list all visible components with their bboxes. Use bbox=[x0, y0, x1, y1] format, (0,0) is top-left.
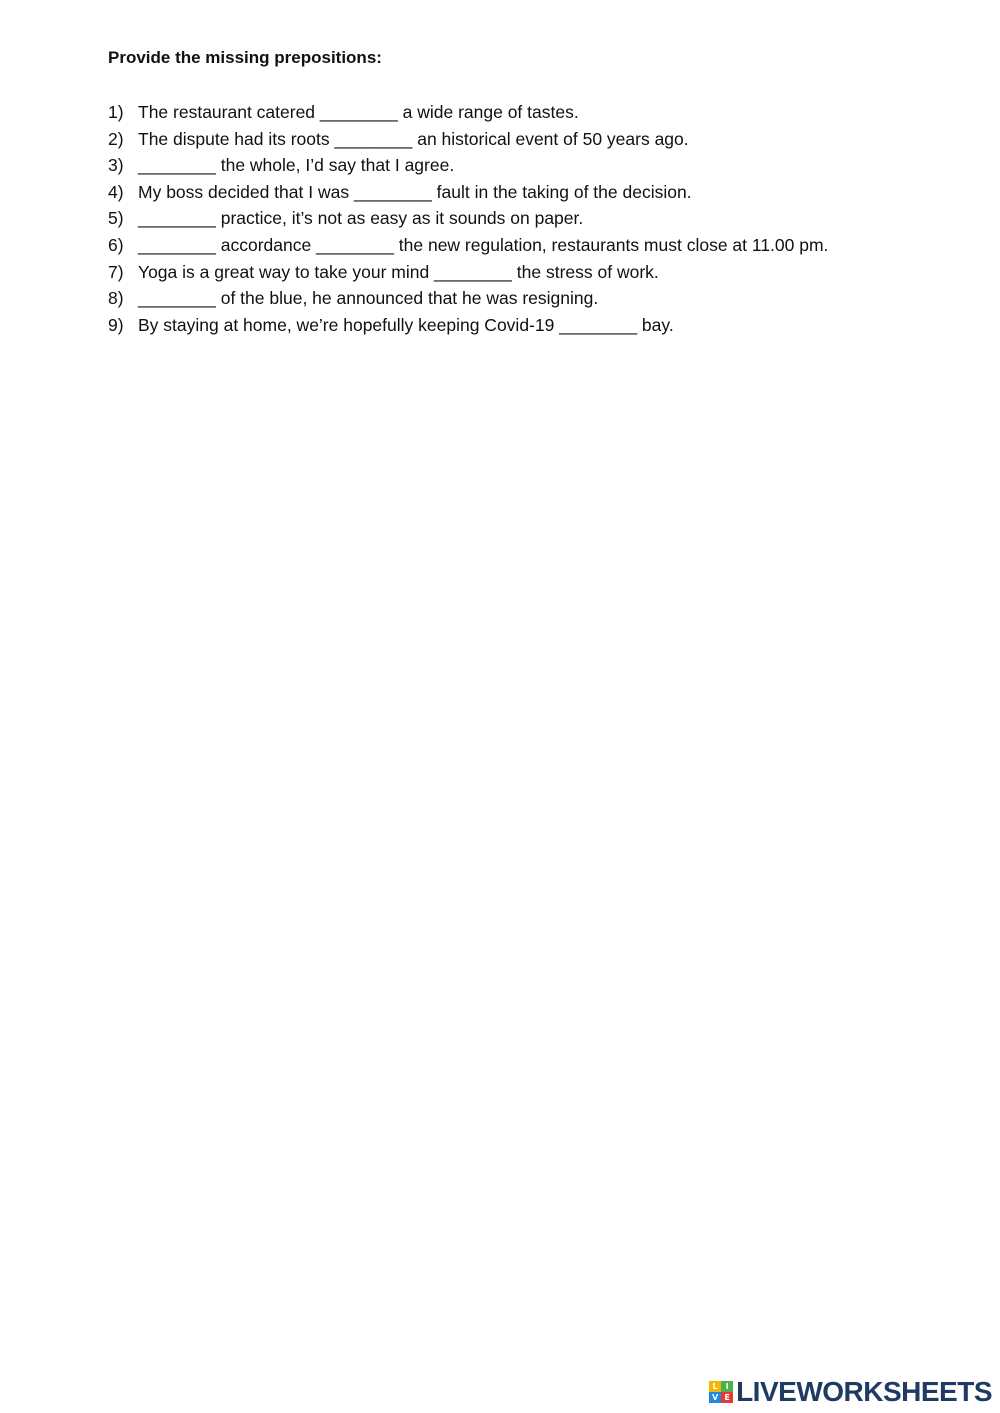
question-text: By staying at home, we’re hopefully keeping Covid-19 ________ bay. bbox=[138, 314, 674, 335]
question-item bbox=[108, 234, 828, 261]
logo-letter-l: L bbox=[709, 1381, 721, 1392]
question-number: 7) bbox=[108, 261, 124, 282]
logo-letter-i: I bbox=[721, 1381, 733, 1392]
question-item bbox=[108, 314, 828, 341]
question-item bbox=[108, 128, 828, 155]
question-text: The restaurant catered ________ a wide range of tastes. bbox=[138, 102, 579, 122]
logo-wordmark: LIVEWORKSHEETS bbox=[736, 1376, 992, 1407]
question-number: 6) bbox=[108, 234, 124, 255]
question-text: ________ the whole, I’d say that I agree. bbox=[138, 155, 455, 176]
question-number: 5) bbox=[108, 208, 124, 229]
question-item bbox=[108, 101, 828, 128]
question-item bbox=[108, 154, 828, 181]
question-text: My boss decided that I was ________ fault in the taking of the decision. bbox=[138, 181, 692, 202]
instruction-heading: Provide the missing prepositions: bbox=[108, 48, 382, 67]
question-text: ________ practice, it’s not as easy as it sounds on paper. bbox=[138, 208, 584, 229]
question-item bbox=[108, 287, 828, 314]
logo-letter-v: V bbox=[709, 1392, 721, 1403]
question-text: The dispute had its roots ________ an historical event of 50 years ago. bbox=[138, 128, 689, 149]
liveworksheets-logo bbox=[709, 1377, 992, 1407]
question-number: 1) bbox=[108, 102, 124, 122]
question-text: Yoga is a great way to take your mind ________ the stress of work. bbox=[138, 261, 659, 282]
question-text: ________ of the blue, he announced that he was resigning. bbox=[138, 288, 599, 309]
logo-letter-e: E bbox=[721, 1392, 733, 1403]
question-item bbox=[108, 207, 828, 234]
question-number: 8) bbox=[108, 288, 124, 309]
question-number: 9) bbox=[108, 314, 124, 335]
question-list bbox=[108, 101, 828, 340]
question-text: ________ accordance ________ the new regulation, restaurants must close at 11.00 pm. bbox=[138, 234, 829, 255]
question-number: 4) bbox=[108, 181, 124, 202]
question-item bbox=[108, 181, 828, 208]
logo-mark-icon bbox=[709, 1381, 733, 1403]
question-number: 2) bbox=[108, 128, 124, 149]
question-item bbox=[108, 261, 828, 288]
question-number: 3) bbox=[108, 155, 124, 176]
